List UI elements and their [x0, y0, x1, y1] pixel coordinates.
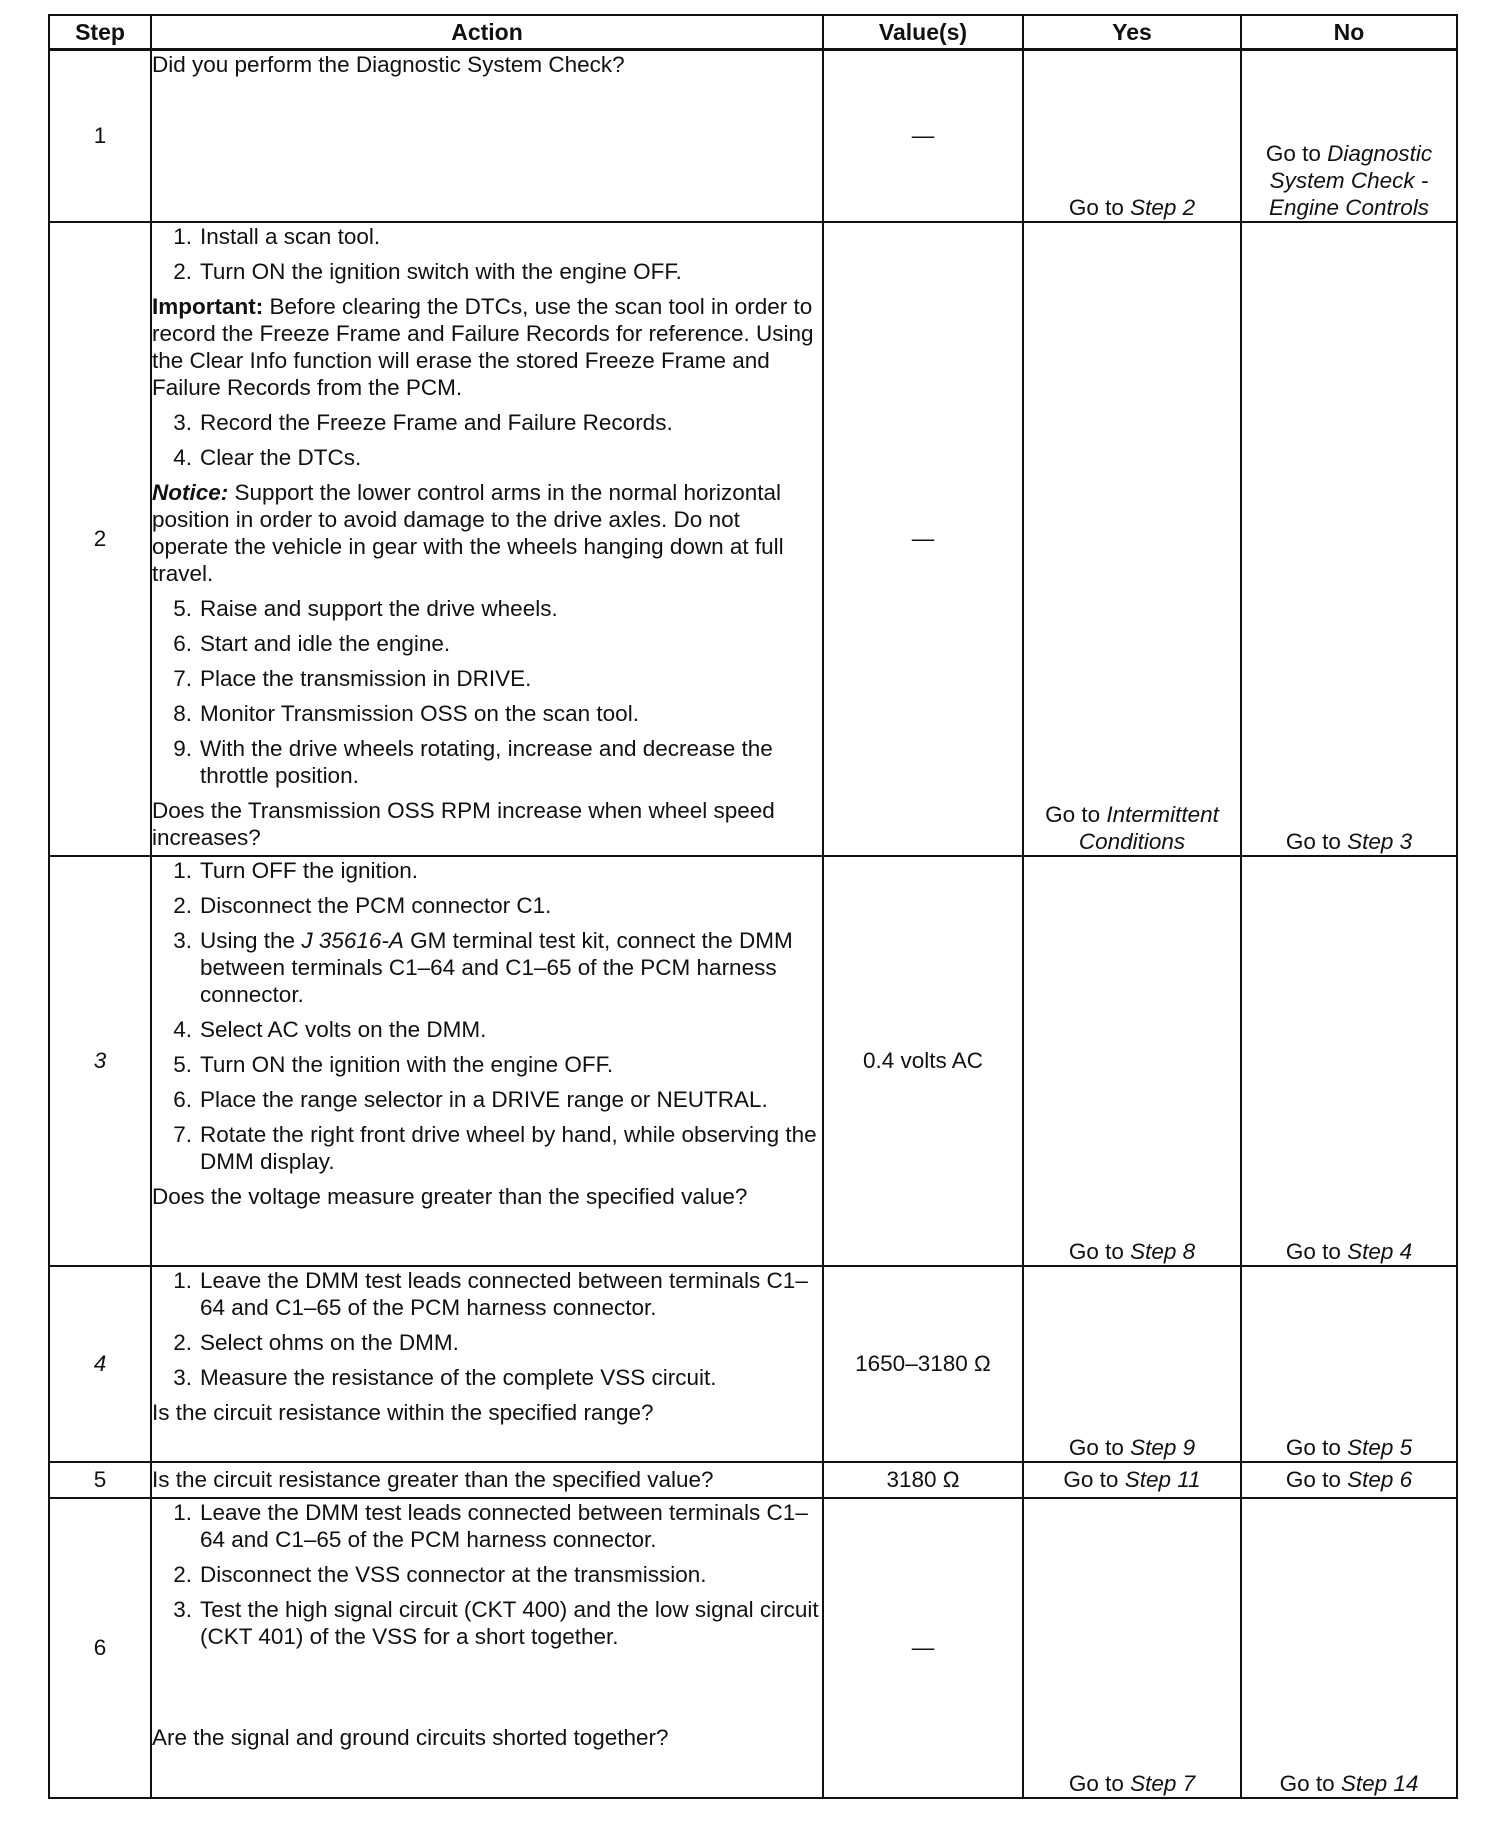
- step-link[interactable]: Step 8: [1130, 1238, 1196, 1264]
- list-item: 1. Install a scan tool.: [173, 223, 381, 249]
- important-text: Before clearing the DTCs, use the scan tool in order to record the Freeze Frame and Failure Records for reference. Using the Clear Info function will erase the stored Freeze Frame and Failure Records from the PCM.: [152, 293, 814, 400]
- notice-label: Notice:: [152, 479, 229, 505]
- question-text: Is the circuit resistance greater than the specified value?: [152, 1467, 714, 1492]
- list-item: 1. Turn OFF the ignition.: [173, 857, 419, 883]
- goto-prefix: Go to: [1265, 140, 1321, 166]
- no-cell: [1241, 1266, 1457, 1462]
- list-item: 7. Rotate the right front drive wheel by hand, while observing the DMM display.: [173, 1121, 817, 1174]
- notice-note: [152, 479, 822, 587]
- step-link[interactable]: Step 3: [1347, 828, 1413, 854]
- value-cell: —: [823, 1498, 1023, 1798]
- yes-cell: [1023, 856, 1241, 1266]
- value-cell: —: [823, 50, 1023, 222]
- goto-prefix: Go to: [1285, 1467, 1341, 1492]
- list-item: 2. Turn ON the ignition switch with the engine OFF.: [173, 258, 682, 284]
- action-cell: [151, 1462, 823, 1498]
- action-cell: [151, 1266, 823, 1462]
- goto-prefix: Go to: [1285, 1238, 1341, 1264]
- step-number: 1: [49, 50, 151, 222]
- header-values: Value(s): [823, 15, 1023, 50]
- table-row: [49, 1462, 1457, 1498]
- step-link[interactable]: Step 2: [1130, 194, 1196, 220]
- step-link[interactable]: Step 5: [1347, 1434, 1413, 1460]
- header-no: No: [1241, 15, 1457, 50]
- action-cell: [151, 856, 823, 1266]
- table-row: [49, 50, 1457, 222]
- value-cell: —: [823, 222, 1023, 856]
- list-item: 6. Start and idle the engine.: [173, 630, 451, 656]
- list-item: 5. Raise and support the drive wheels.: [173, 595, 558, 621]
- question-text: Does the Transmission OSS RPM increase when wheel speed increases?: [152, 797, 775, 850]
- goto-prefix: Go to: [1285, 828, 1341, 854]
- list-item: 2. Disconnect the PCM connector C1.: [173, 892, 552, 918]
- list-item: 3. Measure the resistance of the complete VSS circuit.: [173, 1364, 717, 1390]
- action-cell: [151, 50, 823, 222]
- list-item: 8. Monitor Transmission OSS on the scan tool.: [173, 700, 639, 726]
- list-item: 2. Select ohms on the DMM.: [173, 1329, 459, 1355]
- step-number: 6: [49, 1498, 151, 1798]
- list-item: 9. With the drive wheels rotating, increase and decrease the throttle position.: [173, 735, 773, 788]
- action-cell: [151, 222, 823, 856]
- value-cell: 3180 Ω: [823, 1462, 1023, 1498]
- step-number: 3: [49, 856, 151, 1266]
- list-item: 7. Place the transmission in DRIVE.: [173, 665, 532, 691]
- goto-prefix: Go to: [1068, 1770, 1124, 1796]
- value-cell: 0.4 volts AC: [823, 856, 1023, 1266]
- question-text: Did you perform the Diagnostic System Check?: [152, 52, 625, 77]
- yes-cell: [1023, 50, 1241, 222]
- step-link[interactable]: Diagnostic System Check - Engine Controls: [1268, 140, 1433, 220]
- step-number: 5: [49, 1462, 151, 1498]
- goto-prefix: Go to: [1279, 1770, 1335, 1796]
- table-row: [49, 1498, 1457, 1798]
- list-item: 3. Record the Freeze Frame and Failure Records.: [173, 409, 673, 435]
- goto-prefix: Go to: [1285, 1434, 1341, 1460]
- list-item: 3. Test the high signal circuit (CKT 400) and the low signal circuit (CKT 401) of the VSS for a short together.: [173, 1596, 819, 1649]
- diagnostic-table: [48, 14, 1458, 1799]
- goto-prefix: Go to: [1063, 1467, 1119, 1492]
- list-item: 3. Using the J 35616-A GM terminal test kit, connect the DMM between terminals C1–64 and C1–65 of the PCM harness connector.: [173, 927, 793, 1007]
- step-link[interactable]: Step 6: [1347, 1467, 1413, 1492]
- goto-prefix: Go to: [1068, 1238, 1124, 1264]
- step-link[interactable]: Step 14: [1340, 1770, 1419, 1796]
- goto-prefix: Go to: [1068, 1434, 1124, 1460]
- step-link[interactable]: Intermittent Conditions: [1078, 801, 1219, 854]
- question-text: Are the signal and ground circuits shorted together?: [152, 1724, 669, 1750]
- step-link[interactable]: Step 9: [1130, 1434, 1196, 1460]
- header-yes: Yes: [1023, 15, 1241, 50]
- yes-cell: [1023, 1462, 1241, 1498]
- important-label: Important:: [152, 293, 264, 319]
- table-header: [49, 15, 1457, 50]
- yes-cell: [1023, 222, 1241, 856]
- tool-reference: J 35616-A: [301, 927, 404, 953]
- value-cell: 1650–3180 Ω: [823, 1266, 1023, 1462]
- header-action: Action: [151, 15, 823, 50]
- list-item: 1. Leave the DMM test leads connected between terminals C1–64 and C1–65 of the PCM harness connector.: [173, 1267, 808, 1320]
- question-text: Is the circuit resistance within the specified range?: [152, 1399, 654, 1425]
- table-row: [49, 1266, 1457, 1462]
- no-cell: [1241, 1498, 1457, 1798]
- notice-text: Support the lower control arms in the normal horizontal position in order to avoid damage to the drive axles. Do not operate the vehicle in gear with the wheels hanging down at full travel.: [152, 479, 784, 586]
- step-number: 2: [49, 222, 151, 856]
- goto-prefix: Go to: [1068, 194, 1124, 220]
- list-item: 4. Clear the DTCs.: [173, 444, 362, 470]
- important-note: [152, 293, 822, 401]
- action-cell: [151, 1498, 823, 1798]
- list-item: 6. Place the range selector in a DRIVE range or NEUTRAL.: [173, 1086, 768, 1112]
- yes-cell: [1023, 1498, 1241, 1798]
- step-link[interactable]: Step 4: [1347, 1238, 1413, 1264]
- no-cell: [1241, 50, 1457, 222]
- list-item: 1. Leave the DMM test leads connected between terminals C1–64 and C1–65 of the PCM harness connector.: [173, 1499, 808, 1552]
- step-link[interactable]: Step 11: [1124, 1467, 1201, 1492]
- table-row: [49, 856, 1457, 1266]
- list-item: 4. Select AC volts on the DMM.: [173, 1016, 487, 1042]
- yes-cell: [1023, 1266, 1241, 1462]
- no-cell: [1241, 222, 1457, 856]
- no-cell: [1241, 856, 1457, 1266]
- list-item: 5. Turn ON the ignition with the engine OFF.: [173, 1051, 614, 1077]
- step-number: 4: [49, 1266, 151, 1462]
- question-text: Does the voltage measure greater than the specified value?: [152, 1183, 748, 1209]
- table-row: [49, 222, 1457, 856]
- no-cell: [1241, 1462, 1457, 1498]
- goto-prefix: Go to: [1045, 801, 1101, 827]
- step-link[interactable]: Step 7: [1130, 1770, 1196, 1796]
- header-step: Step: [49, 15, 151, 50]
- list-item: 2. Disconnect the VSS connector at the transmission.: [173, 1561, 707, 1587]
